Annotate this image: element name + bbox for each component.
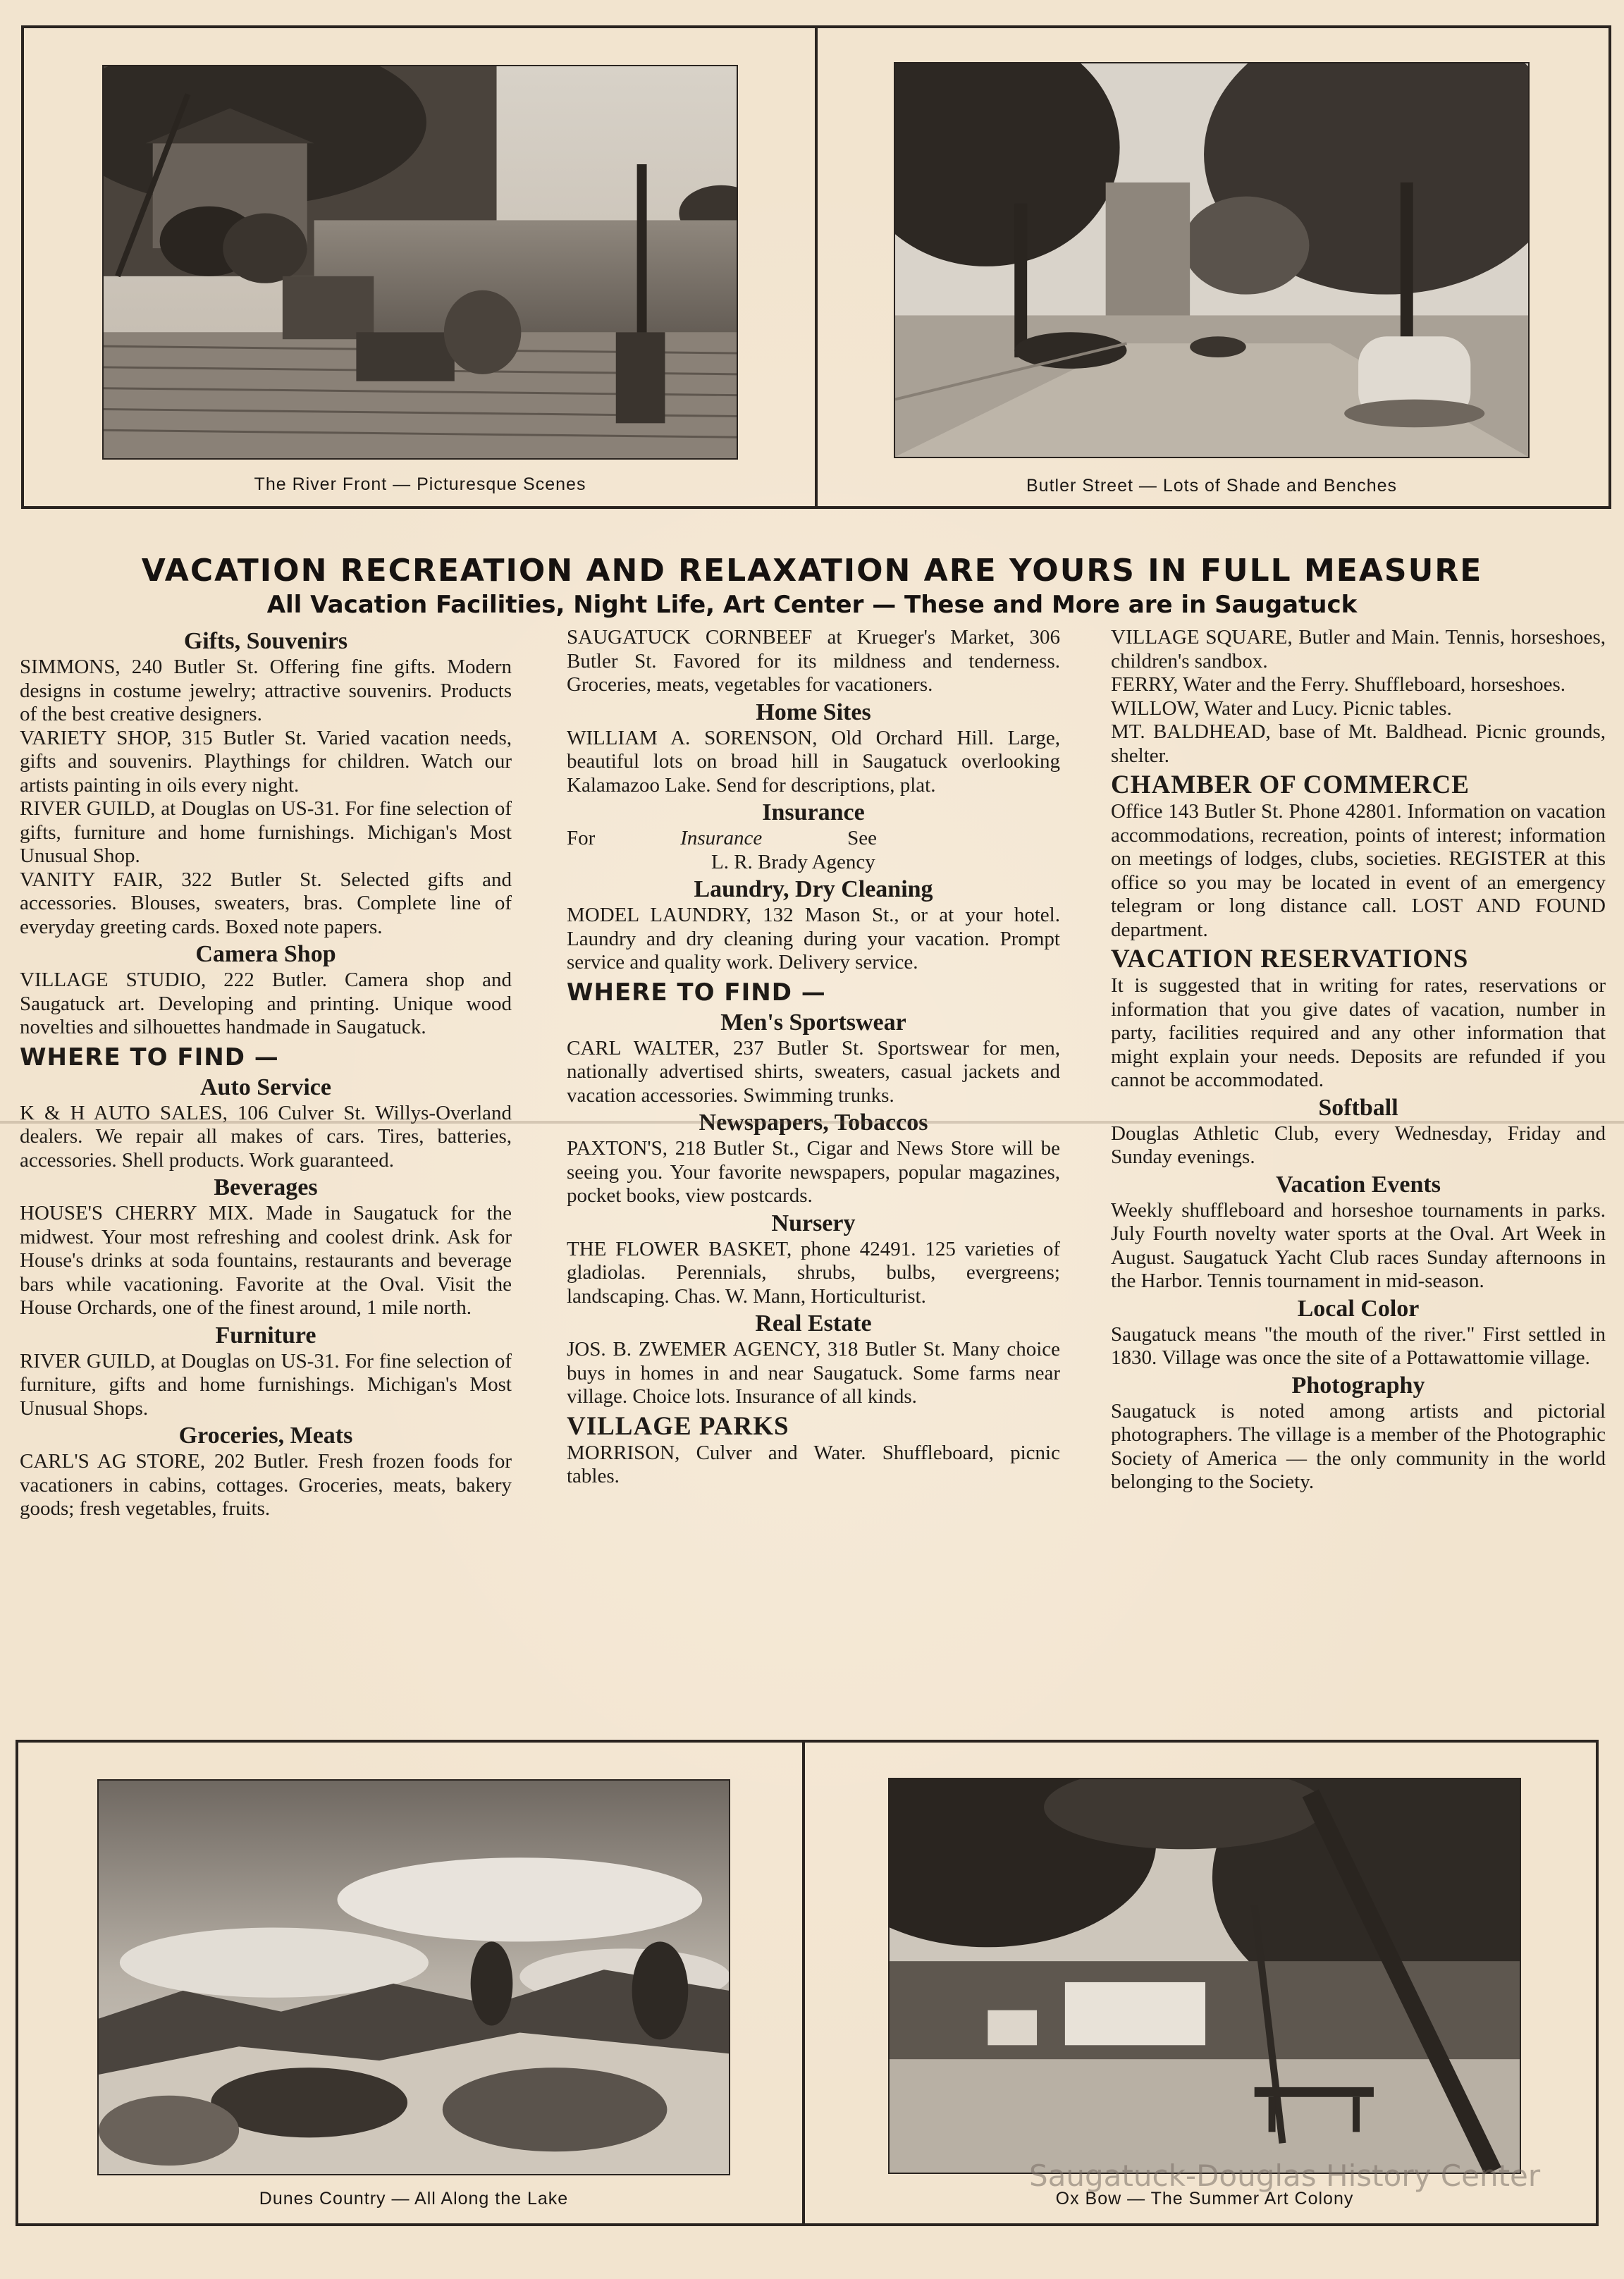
- listing-river-guild-gifts: RIVER GUILD, at Douglas on US-31. For fine selection of gifts, furniture and home furnishings. Michigan's Most Unusual Shop.: [20, 797, 512, 867]
- heading-vacation-events: Vacation Events: [1276, 1171, 1441, 1198]
- heading-beverages: Beverages: [214, 1174, 318, 1200]
- listing-vanity-fair: VANITY FAIR, 322 Butler St. Selected gifts and accessories. Blouses, sweaters, bras. Complete line of everyday greeting cards. Boxed note papers.: [20, 868, 512, 938]
- ox-bow-caption: Ox Bow — The Summer Art Colony: [1055, 2189, 1354, 2209]
- bottom-photo-divider: [802, 1740, 805, 2226]
- ox-bow-photo: [888, 1778, 1521, 2174]
- heading-groceries: Groceries, Meats: [178, 1423, 353, 1449]
- listing-simmons: SIMMONS, 240 Butler St. Offering fine gifts. Modern designs in costume jewelry; attractive souvenirs. Products of the best creative designers.: [20, 656, 512, 725]
- heading-where-to-find-2: WHERE TO FIND —: [567, 978, 826, 1007]
- column-1: [20, 626, 512, 1521]
- insurance-agency: L. R. Brady Agency: [711, 850, 875, 873]
- heading-camera-shop: Camera Shop: [195, 941, 336, 967]
- top-photo-divider: [815, 25, 818, 509]
- insurance-see: See: [847, 827, 877, 849]
- history-center-watermark: Saugatuck-Douglas History Center: [1029, 2158, 1541, 2193]
- listing-ferry: FERRY, Water and the Ferry. Shuffleboard, horseshoes.: [1111, 673, 1565, 696]
- heading-village-parks: VILLAGE PARKS: [567, 1411, 789, 1441]
- column-3: [1111, 626, 1606, 1494]
- listing-morrison: MORRISON, Culver and Water. Shuffleboard, picnic tables.: [567, 1441, 1060, 1487]
- listing-river-guild-furniture: RIVER GUILD, at Douglas on US-31. For fine selection of furniture, gifts and home furnishings. Michigan's Most Unusual Shops.: [20, 1349, 512, 1420]
- listing-variety-shop: VARIETY SHOP, 315 Butler St. Varied vacation needs, gifts and souvenirs. Playthings for children. Watch our artists painting in oils every night.: [20, 726, 512, 797]
- insurance-line: [567, 827, 877, 851]
- heading-furniture: Furniture: [215, 1322, 316, 1349]
- softball-text: Douglas Athletic Club, every Wednesday, Friday and Sunday evenings.: [1111, 1122, 1606, 1168]
- listing-flower-basket: THE FLOWER BASKET, phone 42491. 125 varieties of gladiolas. Perennials, shrubs, bulbs, evergreens; landscaping. Chas. W. Mann, Horticulturist.: [567, 1237, 1060, 1308]
- butler-street-photo: [894, 62, 1530, 458]
- heading-real-estate: Real Estate: [755, 1310, 872, 1337]
- page-title: VACATION RECREATION AND RELAXATION ARE YOURS IN FULL MEASURE: [141, 553, 1483, 589]
- heading-mens-sportswear: Men's Sportswear: [720, 1009, 906, 1036]
- listing-carls-ag-store: CARL'S AG STORE, 202 Butler. Fresh frozen foods for vacationers in cabins, cottages. Groceries, meats, bakery goods; fresh vegetables, fruits.: [20, 1450, 512, 1520]
- listing-model-laundry: MODEL LAUNDRY, 132 Mason St., or at your hotel. Laundry and dry cleaning during your vacation. Prompt service and quality work. Delivery service.: [567, 904, 1060, 973]
- heading-chamber-of-commerce: CHAMBER OF COMMERCE: [1111, 770, 1470, 799]
- river-front-caption: The River Front — Picturesque Scenes: [254, 474, 586, 494]
- butler-street-caption: Butler Street — Lots of Shade and Benches: [1026, 476, 1398, 496]
- listing-village-studio: VILLAGE STUDIO, 222 Butler. Camera shop and Saugatuck art. Developing and printing. Unique wood novelties and silhouettes handmade in Saugatuck.: [20, 969, 512, 1038]
- river-front-photo: [102, 65, 738, 460]
- heading-gifts: Gifts, Souvenirs: [183, 628, 348, 654]
- listing-willow: WILLOW, Water and Lucy. Picnic tables.: [1111, 696, 1452, 720]
- heading-nursery: Nursery: [771, 1210, 856, 1236]
- listing-houses-cherry-mix: HOUSE'S CHERRY MIX. Made in Saugatuck for the midwest. Your most refreshing and coolest drink. Ask for House's drinks at soda fountains, restaurants and beverage bars while vacationing. Favorite at the Oval. Visit the House Orchards, one of the finest around, 1 mile north.: [20, 1202, 512, 1319]
- listing-zwemer-agency: JOS. B. ZWEMER AGENCY, 318 Butler St. Many choice buys in homes in and near Saugatuck. Some farms near village. Choice lots. Insurance of all kinds.: [567, 1338, 1060, 1408]
- insurance-word: Insurance: [680, 827, 763, 849]
- heading-photography: Photography: [1291, 1372, 1425, 1399]
- vacation-events-text: Weekly shuffleboard and horseshoe tournaments in parks. July Fourth novelty water sports at the Oval. Art Week in August. Saugatuck Yacht Club races Sunday afternoons in the Harbor. Tennis tournament in mid-season.: [1111, 1198, 1606, 1292]
- heading-softball: Softball: [1318, 1094, 1398, 1121]
- listing-mt-baldhead: MT. BALDHEAD, base of Mt. Baldhead. Picnic grounds, shelter.: [1111, 720, 1606, 767]
- insurance-for: For: [567, 827, 596, 849]
- column-2: [567, 626, 1060, 1489]
- listing-carl-walter: CARL WALTER, 237 Butler St. Sportswear for men, nationally advertised shirts, sweaters, casual jackets and vacation accessories. Swimming trunks.: [567, 1036, 1060, 1107]
- heading-vacation-reservations: VACATION RESERVATIONS: [1111, 945, 1469, 973]
- dunes-country-caption: Dunes Country — All Along the Lake: [259, 2189, 569, 2209]
- listing-village-square: VILLAGE SQUARE, Butler and Main. Tennis, horseshoes, children's sandbox.: [1111, 626, 1606, 672]
- dunes-country-photo: [97, 1779, 730, 2175]
- fold-crease: [0, 1121, 1624, 1124]
- heading-auto-service: Auto Service: [199, 1074, 331, 1100]
- listing-kh-auto: K & H AUTO SALES, 106 Culver St. Willys-Overland dealers. We repair all makes of cars. Tires, batteries, accessories. Shell products. Work guaranteed.: [20, 1101, 512, 1172]
- local-color-text: Saugatuck means "the mouth of the river." First settled in 1830. Village was once the site of a Pottawattomie village.: [1111, 1322, 1606, 1369]
- chamber-of-commerce-text: Office 143 Butler St. Phone 42801. Information on vacation accommodations, recreation, points of interest; information on meetings of lodges, clubs, societies. REGISTER at this office so you may be located in event of an emergency telegram or long distance call. LOST AND FOUND department.: [1111, 800, 1606, 941]
- heading-where-to-find-1: WHERE TO FIND —: [20, 1043, 279, 1071]
- heading-laundry: Laundry, Dry Cleaning: [694, 876, 933, 902]
- heading-newspapers: Newspapers, Tobaccos: [699, 1110, 928, 1136]
- photography-text: Saugatuck is noted among artists and pictorial photographers. The village is a member of the Photographic Society of America — the only community in the world belonging to the Society.: [1111, 1399, 1606, 1493]
- listing-saugatuck-cornbeef: SAUGATUCK CORNBEEF at Krueger's Market, 306 Butler St. Favored for its mildness and tenderness. Groceries, meats, vegetables for vacationers.: [567, 626, 1060, 696]
- heading-insurance: Insurance: [762, 799, 865, 825]
- heading-local-color: Local Color: [1297, 1295, 1420, 1322]
- listing-paxtons: PAXTON'S, 218 Butler St., Cigar and News Store will be seeing you. Your favorite newspapers, popular magazines, pocket books, view postcards.: [567, 1137, 1060, 1207]
- listing-sorenson: WILLIAM A. SORENSON, Old Orchard Hill. Large, beautiful lots on broad hill in Saugatuck overlooking Kalamazoo Lake. Send for descriptions, plat.: [567, 726, 1060, 797]
- page-subtitle: All Vacation Facilities, Night Life, Art Center — These and More are in Saugatuck: [266, 591, 1358, 619]
- heading-home-sites: Home Sites: [756, 699, 871, 725]
- vacation-reservations-text: It is suggested that in writing for rates, reservations or information that you give dates of vacation, number in party, facilities required and any other information that might explain your needs. Deposits are refunded if you cannot be accommodated.: [1111, 974, 1606, 1091]
